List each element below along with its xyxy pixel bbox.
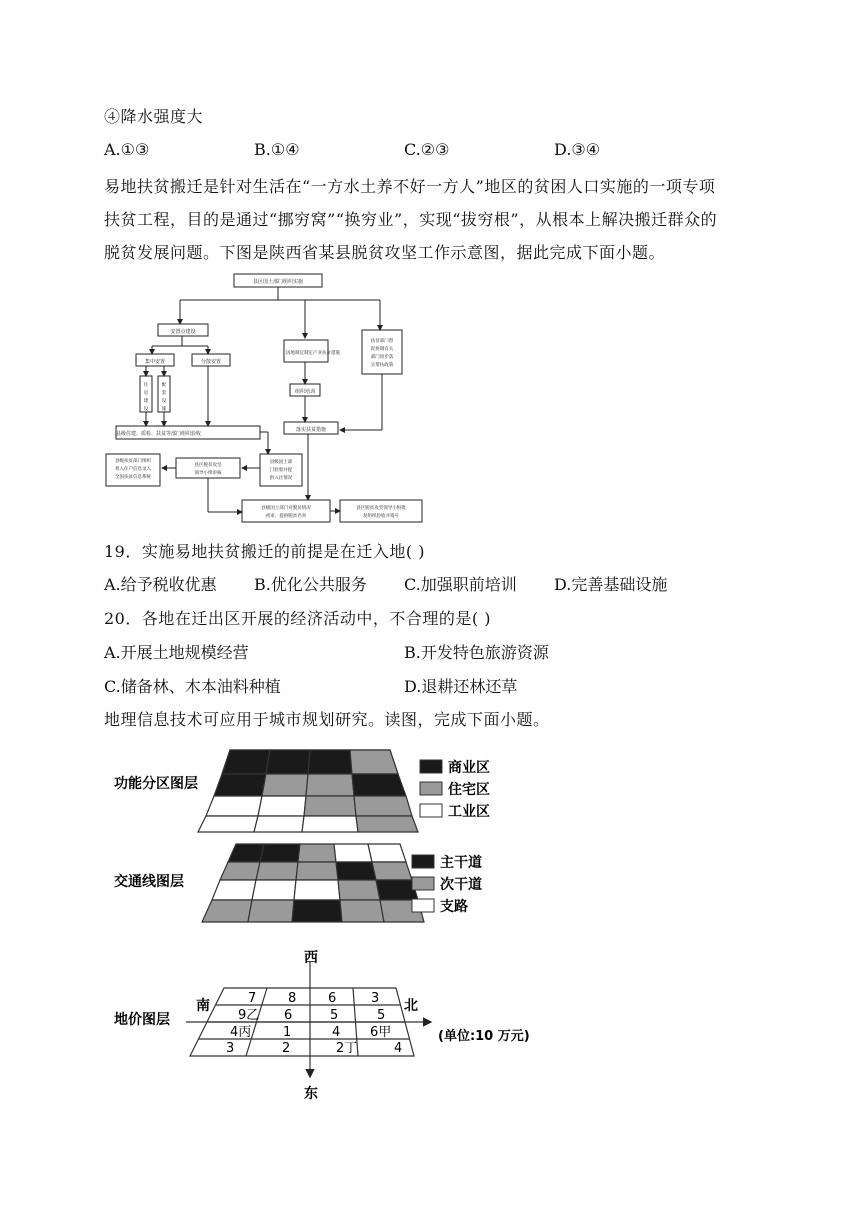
svg-text:促协调有关: 促协调有关 [370,347,394,352]
svg-text:全国扶贫信息系统: 全国扶贫信息系统 [115,475,151,480]
price-cell-r3c4: 6甲 [370,1025,392,1040]
q19-option-b: B.优化公共服务 [254,575,367,594]
top-option-c: C.②③ [404,140,450,159]
svg-text:东: 东 [304,1086,318,1102]
price-cell-r4c1: 3 [226,1041,235,1056]
price-cell-r4c3: 2丁 [336,1041,358,1056]
price-cell-r4c2: 2 [282,1041,291,1056]
price-cell-r1c2: 8 [288,991,297,1006]
svg-text:商业区: 商业区 [448,760,490,776]
svg-text:主干道: 主干道 [440,855,482,871]
svg-text:套: 套 [161,391,167,396]
intro1-line3: 脱贫发展问题。下图是陕西省某县脱贫攻坚工作示意图，据此完成下面小题。 [104,243,666,262]
intro2-text: 地理信息技术可应用于城市规划研究。读图，完成下面小题。 [104,710,550,729]
layer3-title: 地价图层 [114,1012,170,1028]
svg-text:设: 设 [161,399,167,404]
svg-text:领导小组审核: 领导小组审核 [194,471,222,476]
top-option-b: B.①④ [254,140,300,159]
svg-text:供入住情况: 供入住情况 [269,476,293,481]
svg-text:县区脱贫攻坚领导小组批: 县区脱贫攻坚领导小组批 [356,506,406,511]
svg-text:工业区: 工业区 [448,804,490,820]
svg-text:将入住户信息录入: 将入住户信息录入 [115,467,151,472]
flow-luoshi: 落实扶贫措施 [295,427,327,433]
price-cell-r4c4: 4 [394,1041,403,1056]
svg-text:北: 北 [404,998,418,1014]
q19-stem: 19．实施易地扶贫搬迁的前提是在迁入地( ) [104,542,425,561]
q19-option-a: A.给予税收优惠 [104,575,217,594]
price-cell-r2c2: 6 [284,1008,293,1023]
q20-option-b: B.开发特色旅游资源 [404,643,549,662]
layer2-grid [202,844,424,922]
svg-text:支路: 支路 [440,899,468,915]
q20-option-a: A.开展土地规模经营 [104,643,249,662]
q20-stem: 20．各地在迁出区开展的经济活动中，不合理的是( ) [104,609,491,628]
flow-top: 县区国土部门组织实施 [252,279,304,285]
price-cell-r3c3: 4 [332,1025,341,1040]
svg-text:南: 南 [196,998,210,1014]
top-option-a: A.①③ [104,140,150,159]
svg-text:房: 房 [143,391,149,396]
svg-text:县级国土部: 县级国土部 [269,460,293,465]
layer3-unit: (单位:10 万元) [438,1029,530,1044]
q20-option-d: D.退耕还林还草 [404,677,518,696]
item-4-text: ④降水强度大 [104,107,204,126]
svg-text:施: 施 [161,407,167,412]
q20-option-c: C.储备林、木本油料种植 [104,677,281,696]
price-cell-r1c4: 3 [371,991,380,1006]
layer1-grid [198,750,418,832]
layer2-legend [412,854,482,915]
svg-text:县级扶贫部门组织: 县级扶贫部门组织 [115,459,151,464]
svg-text:门验收并提: 门验收并提 [269,468,293,473]
price-cell-r2c1: 9乙 [238,1008,260,1023]
flow-yanshou: 县级住建、质检、扶贫等部门组织验收 [116,431,202,437]
svg-text:县级国土部门对脱贫情况: 县级国土部门对脱贫情况 [261,506,311,511]
price-cell-r1c3: 6 [328,991,337,1006]
gis-layers-figure [100,740,560,1110]
svg-text:建: 建 [143,399,149,404]
flow-fensan: 分散安置 [200,359,222,365]
flow-chanye: 因地制宜制定产业扶贫措施 [286,351,340,356]
svg-text:配: 配 [161,383,167,388]
price-cell-r3c2: 1 [283,1025,292,1040]
svg-text:次干道: 次干道 [440,877,482,893]
q19-option-c: C.加强职前培训 [404,575,517,594]
svg-text:西: 西 [304,950,318,966]
land-price-values [226,991,402,1056]
flow-anzhi: 安置点建设 [170,329,196,335]
top-option-d: D.③④ [554,140,601,159]
price-cell-r1c1: 7 [248,991,257,1006]
layer2-title: 交通线图层 [114,874,184,890]
flow-jizhong: 集中安置 [144,359,166,365]
svg-text:县区脱贫攻坚: 县区脱贫攻坚 [194,463,222,468]
q19-option-d: D.完善基础设施 [554,575,668,594]
intro1-line1: 易地扶贫搬迁是针对生活在“一方水土养不好一方人”地区的贫困人口实施的一项专项 [104,177,716,196]
intro1-line2: 扶贫工程，目的是通过“挪穷窝”“换穷业”，实现“拔穷根”，从根本上解决搬迁群众的 [104,210,718,229]
price-cell-r2c3: 5 [330,1008,339,1023]
layer1-title: 功能分区图层 [114,776,198,792]
svg-text:住宅区: 住宅区 [448,782,490,798]
price-cell-r2c4: 5 [377,1008,386,1023]
poverty-flowchart [100,268,450,530]
svg-text:住: 住 [143,383,149,388]
svg-text:初审，提供脱贫名单: 初审，提供脱贫名单 [265,514,307,519]
price-cell-r3c1: 4丙 [230,1025,252,1040]
layer1-legend [420,759,490,820]
svg-text:设: 设 [143,407,149,412]
flow-peixun: 组织培训 [294,389,316,395]
svg-text:实帮扶政策: 实帮扶政策 [370,363,394,368]
svg-text:复组织验收并销号: 复组织验收并销号 [363,514,399,519]
svg-text:部门同步落: 部门同步落 [370,355,394,360]
layer3-grid [186,962,430,1076]
svg-text:扶贫部门督: 扶贫部门督 [370,339,394,344]
